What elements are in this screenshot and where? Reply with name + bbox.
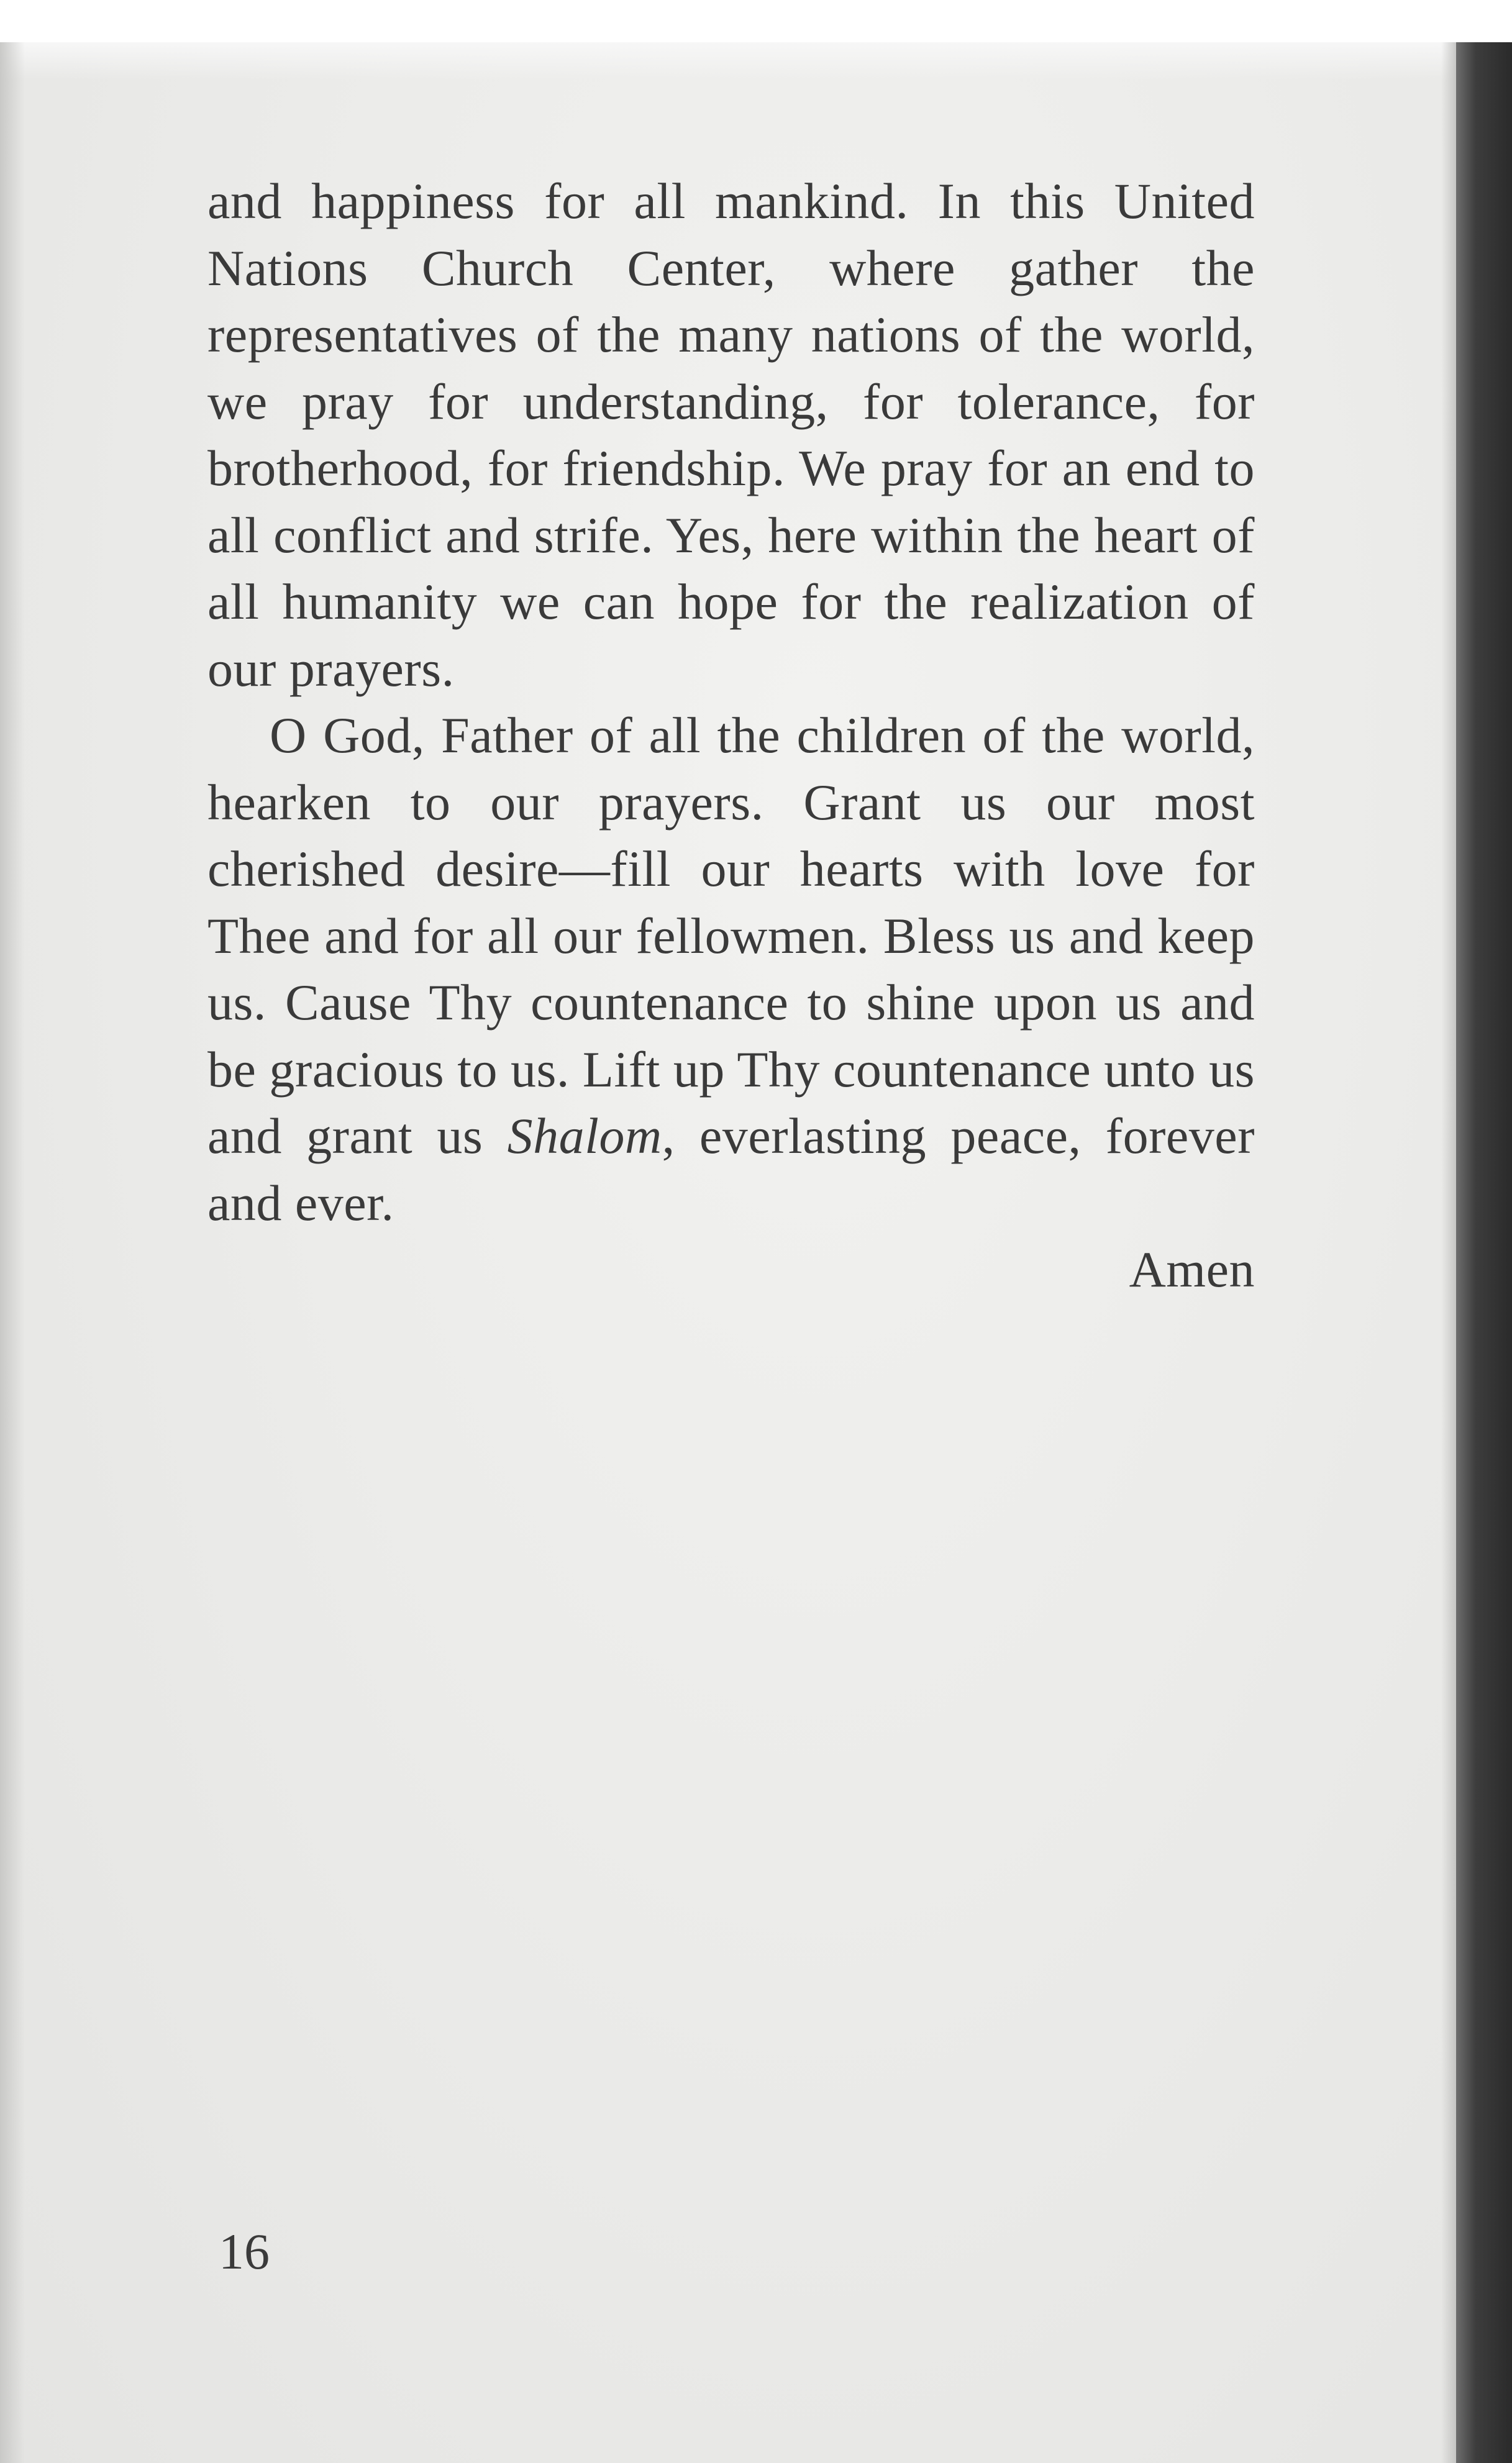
shalom-italic: Shalom (507, 1108, 662, 1164)
paragraph-2 (207, 702, 1255, 1236)
paragraph-2-ending: , everlasting peace, forever and ever. (207, 1108, 1255, 1231)
page-top-shading (0, 42, 1471, 80)
page-left-shading (0, 42, 25, 2463)
body-text (207, 168, 1255, 1303)
paragraph-1: and happiness for all mankind. In this United Nations Church Center, where gather the representatives of the many nations of the world, we pray for understanding, for tolerance, for brotherhood, for friendship. We pray for an end to all conflict and strife. Yes, here within the heart of all humanity we can hope for the realization of our prayers. (207, 173, 1255, 697)
book-binding-edge (1456, 42, 1512, 2463)
paragraph-2-text: O God, Father of all the children of the world, hearken to our prayers. Grant us our most cherished desire—fill our hearts with love for Thee and for all our fellowmen. Bless us and keep us. Cause Thy countenance to shine upon us and be gracious to us. Lift up Thy countenance unto us and grant us (207, 707, 1255, 1164)
page-number: 16 (219, 2223, 270, 2280)
amen-signoff: Amen (1129, 1241, 1255, 1298)
